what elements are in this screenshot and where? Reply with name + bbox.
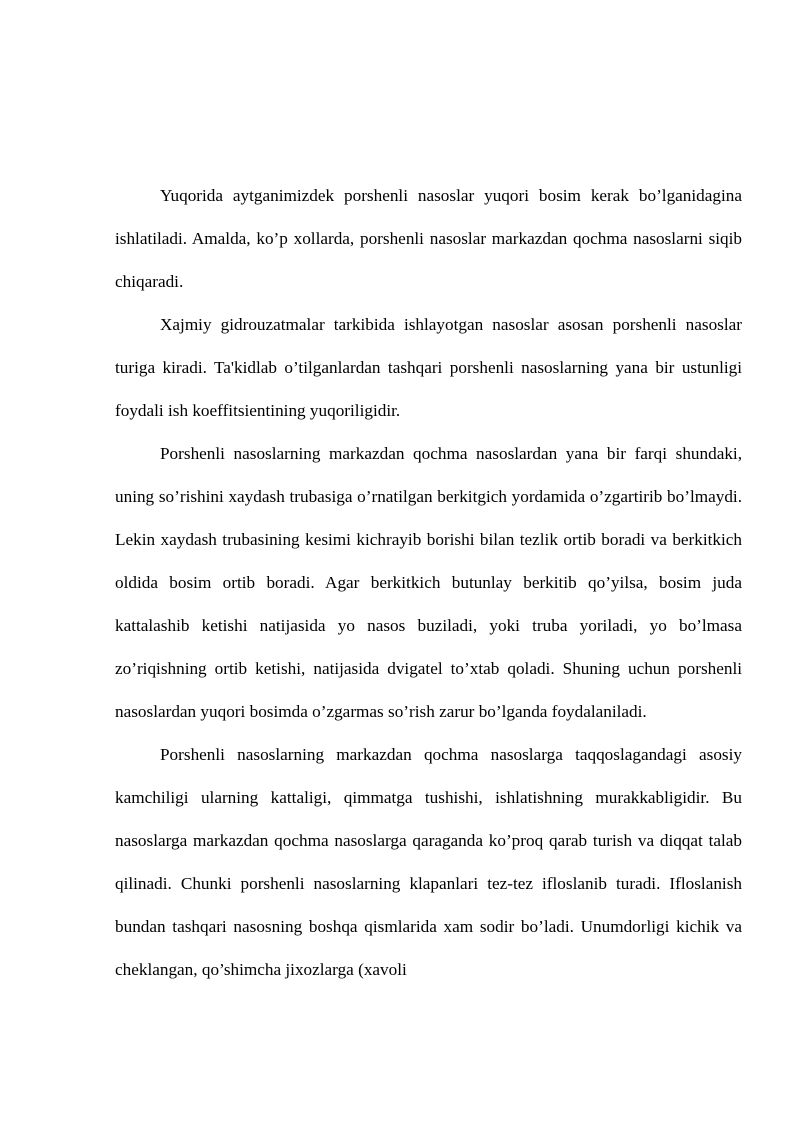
paragraph: Yuqorida aytganimizdek porshenli nasoslar yuqori bosim kerak bo’lganidagina ishlatiladi. Amalda, ko’p xollarda, porshenli nasoslar markazdan qochma nasoslarni siqib chiqaradi. — [115, 186, 742, 291]
paragraph: Porshenli nasoslarning markazdan qochma nasoslarga taqqoslagandagi asosiy kamchiligi ularning kattaligi, qimmatga tushishi, ishlatishning murakkabligidir. Bu nasoslarga markazdan qochma nasoslarga qaraganda ko’proq qarab turish va diqqat talab qilinadi. Chunki porshenli nasoslarning klapanlari tez-tez ifloslanib turadi. Ifloslanish bundan tashqari nasosning boshqa qismlarida xam sodir bo’ladi. Unumdorligi kichik va cheklangan, qo’shimcha jixozlarga (xavoli — [115, 745, 742, 979]
paragraph: Xajmiy gidrouzatmalar tarkibida ishlayotgan nasoslar asosan porshenli nasoslar turiga kiradi. Ta'kidlab o’tilganlardan tashqari porshenli nasoslarning yana bir ustunligi foydali ish koeffitsientining yuqoriligidir. — [115, 315, 742, 420]
document-body — [115, 174, 742, 991]
paragraph: Porshenli nasoslarning markazdan qochma nasoslardan yana bir farqi shundaki, uning so’rishini xaydash trubasiga o’rnatilgan berkitgich yordamida o’zgartirib bo’lmaydi. Lekin xaydash trubasining kesimi kichrayib borishi bilan tezlik ortib boradi va berkitkich oldida bosim ortib boradi. Agar berkitkich butunlay berkitib qo’yilsa, bosim juda kattalashib ketishi natijasida yo nasos buziladi, yoki truba yoriladi, yo bo’lmasa zo’riqishning ortib ketishi, natijasida dvigatel to’xtab qoladi. Shuning uchun porshenli nasoslardan yuqori bosimda o’zgarmas so’rish zarur bo’lganda foydalaniladi. — [115, 444, 742, 721]
